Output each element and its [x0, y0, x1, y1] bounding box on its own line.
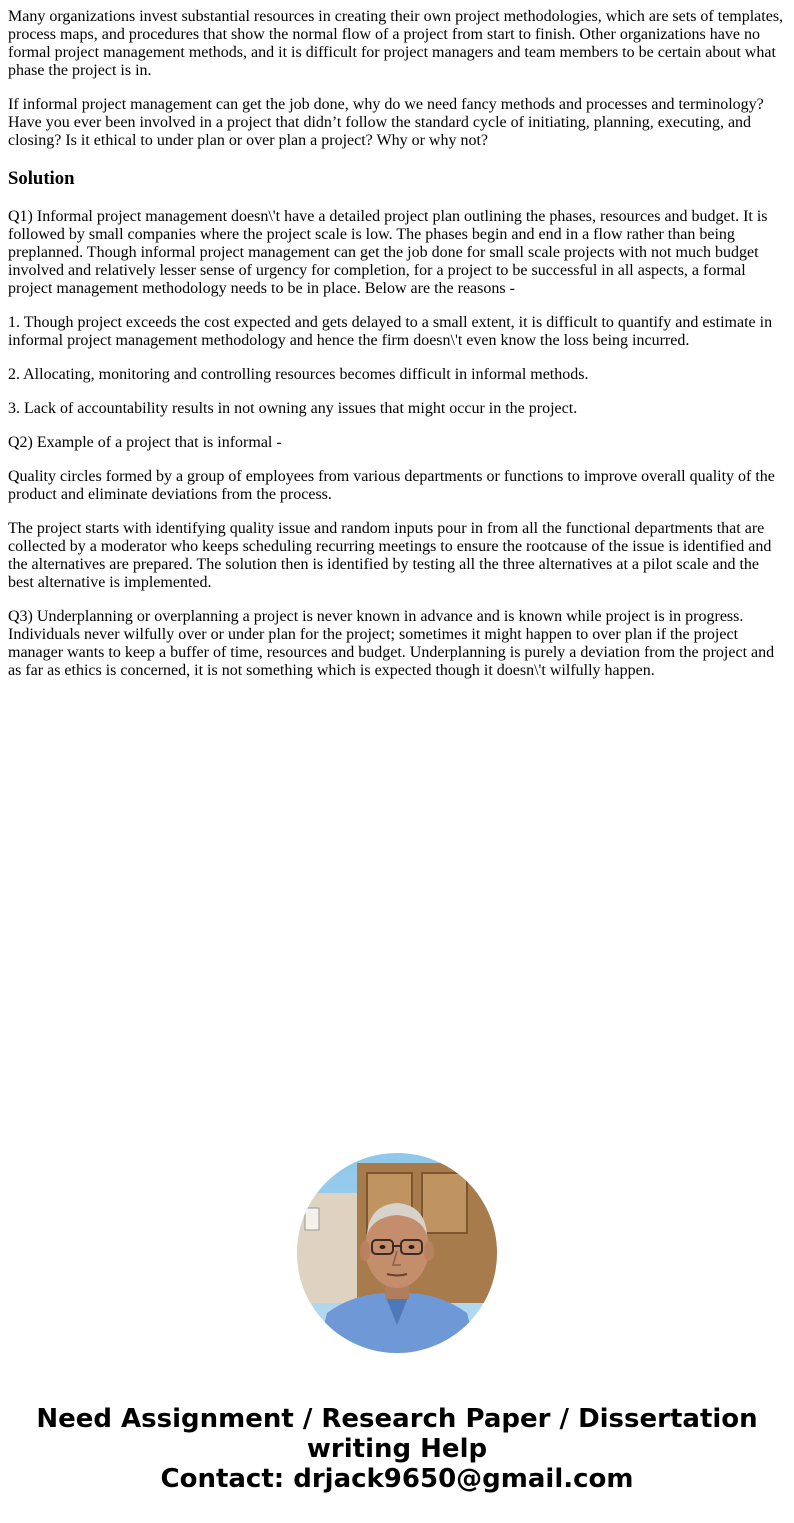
author-portrait-image — [297, 1153, 497, 1353]
solution-paragraph-1: Q1) Informal project management doesn\'t have a detailed project plan outlining the phases, resources and budget. It is followed by small companies where the project scale is low. The phases begin and end in a flow rather than being preplanned. Though informal project management can get the job done for small scale projects with not much budget involved and relatively lesser sense of urgency for completion, for a project to be successful in all aspects, a formal project management methodology needs to be in place. Below are the reasons - — [8, 208, 768, 297]
promo-contact-line: Contact: drjack9650@gmail.com — [160, 1464, 634, 1494]
solution-paragraph-2: 1. Though project exceeds the cost expected and gets delayed to a small extent, it is difficult to quantify and estimate in informal project management methodology and hence the firm doesn\'t even know the loss being incurred. — [8, 314, 773, 349]
author-avatar — [297, 1153, 497, 1353]
solution-paragraph-3: 2. Allocating, monitoring and controlling resources becomes difficult in informal methods. — [8, 366, 589, 383]
solution-paragraph-5: Q2) Example of a project that is informal - — [8, 434, 282, 451]
solution-paragraph-6: Quality circles formed by a group of employees from various departments or functions to improve overall quality of the product and eliminate deviations from the process. — [8, 468, 775, 503]
solution-paragraph-7: The project starts with identifying quality issue and random inputs pour in from all the functional departments that are collected by a moderator who keeps scheduling recurring meetings to ensure the rootcause of the issue is identified and the alternatives are prepared. The solution then is identified by testing all the three alternatives at a pilot scale and the best alternative is implemented. — [8, 520, 772, 591]
promo-line-1: Need Assignment / Research Paper / Dissertation — [36, 1404, 758, 1434]
document-content — [8, 8, 786, 696]
question-paragraph-2: If informal project management can get the job done, why do we need fancy methods and processes and terminology? Have you ever been involved in a project that didn’t follow the standard cycle of initiating, planning, executing, and closing? Is it ethical to under plan or over plan a project? Why or why not? — [8, 96, 764, 149]
solution-paragraph-4: 3. Lack of accountability results in not owning any issues that might occur in the project. — [8, 400, 578, 417]
promo-line-2: writing Help — [306, 1434, 488, 1464]
promo-banner — [0, 1404, 794, 1494]
question-paragraph-1: Many organizations invest substantial resources in creating their own project methodologies, which are sets of templates, process maps, and procedures that show the normal flow of a project from start to finish. Other organizations have no formal project management methods, and it is difficult for project managers and team members to be certain about what phase the project is in. — [8, 8, 784, 79]
solution-heading: Solution — [8, 168, 75, 189]
solution-paragraph-8: Q3) Underplanning or overplanning a project is never known in advance and is known while project is in progress. Individuals never wilfully over or under plan for the project; sometimes it might happen to over plan if the project manager wants to keep a buffer of time, resources and budget. Underplanning is purely a deviation from the project and as far as ethics is concerned, it is not something which is expected though it doesn\'t wilfully happen. — [8, 608, 775, 679]
